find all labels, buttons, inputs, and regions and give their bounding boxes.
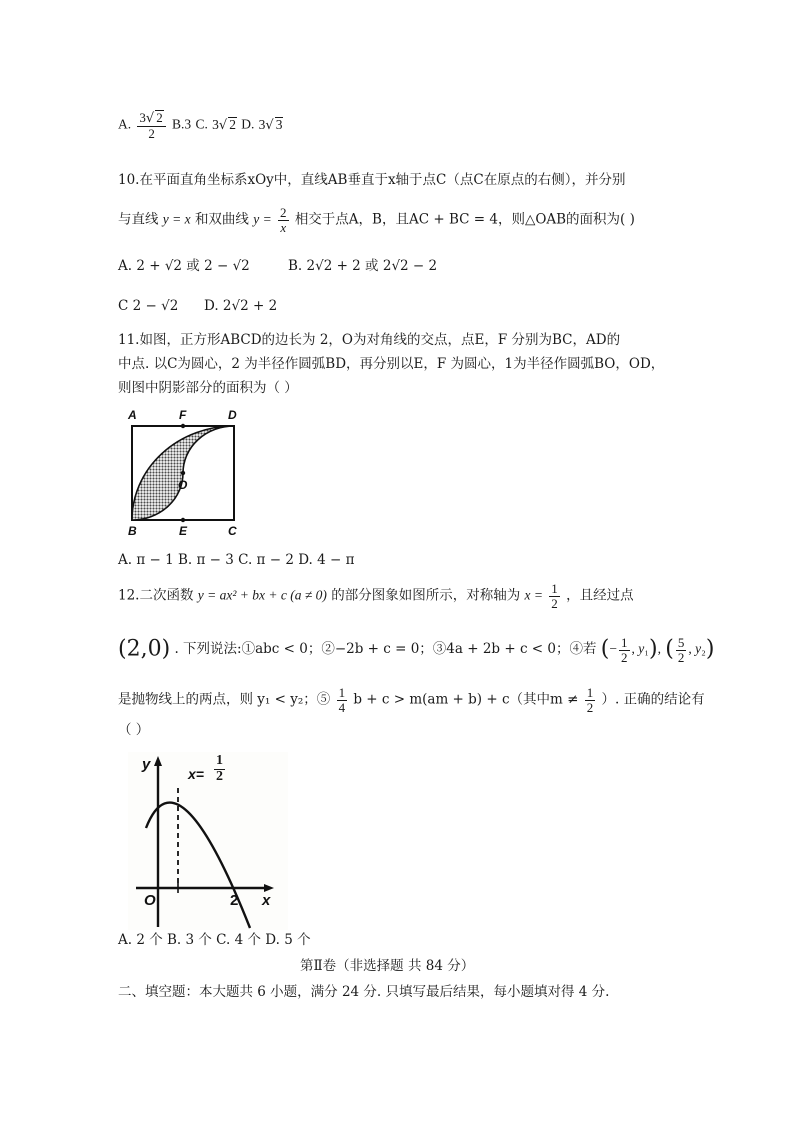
q9-option-a-prefix: A.	[118, 116, 132, 132]
q12-options: A. 2 个 B. 3 个 C. 4 个 D. 5 个	[118, 932, 311, 948]
q10-line-eq: y = x	[162, 211, 191, 227]
section-instructions: 二、填空题：本大题共 6 小题，满分 24 分. 只填写最后结果，每小题填对得 4 分.	[118, 984, 610, 1000]
q10-line2-prefix: 与直线	[118, 211, 159, 228]
point-e	[181, 518, 185, 522]
q11-line1: 11.如图，正方形ABCD的边长为 2，O为对角线的交点，点E，F 分别为BC，AD的	[118, 332, 621, 348]
label-x: x	[262, 892, 271, 909]
q12-equation: y = ax² + bx + c (a ≠ 0)	[197, 587, 327, 603]
q11-figure	[122, 408, 252, 540]
label-a: A	[128, 408, 137, 422]
label-origin: O	[144, 892, 156, 909]
q10-option-c: C 2 − √2	[118, 298, 179, 314]
q12-line1-prefix: 12.二次函数	[118, 587, 194, 604]
q10-hyperbola-eq: y =	[253, 211, 272, 227]
label-o: O	[178, 478, 188, 492]
label-y: y	[142, 756, 151, 773]
q9-option-d-prefix: D.	[241, 116, 255, 132]
label-x-eq-fraction: $\frac{1}{2}$	[216, 753, 223, 784]
label-b: B	[128, 524, 137, 538]
q10-option-a: A. 2 + √2 或 2 − √2	[118, 258, 250, 274]
q12-line3-c: ）. 正确的结论有	[601, 691, 705, 708]
label-d: D	[228, 408, 237, 422]
q12-line2	[118, 636, 714, 664]
q9-option-c-prefix: C.	[195, 116, 208, 132]
label-f: F	[179, 408, 187, 422]
q11-line3: 则图中阴影部分的面积为（ ）	[118, 380, 298, 396]
q12-axis-fraction: $\frac{1}{2}$	[551, 581, 558, 611]
q10-option-d: D. 2√2 + 2	[204, 298, 278, 314]
q9-option-c: 3√ 2	[212, 116, 236, 133]
q12-point-1: (− $\frac{1}{2}$ , y₁),	[600, 635, 661, 665]
point-f	[181, 424, 185, 428]
q12-figure	[128, 752, 288, 930]
q12-line3	[118, 686, 705, 714]
q12-point-2: ( $\frac{5}{2}$ , y₂)	[665, 635, 715, 665]
q12-quarter-fraction: $\frac{1}{4}$	[338, 685, 346, 715]
label-x-eq: x=	[188, 766, 204, 782]
q9-option-b: B.3	[172, 116, 192, 132]
q10-hyperbola-fraction: $\frac{2}{x}$	[280, 205, 287, 235]
q9-options	[118, 110, 283, 140]
q12-axis-eq: x =	[524, 587, 543, 603]
point-o	[181, 471, 185, 475]
q12-line1	[118, 582, 634, 610]
q10-line2-after: 相交于点A，B，且AC + BC = 4，则△OAB的面积为( )	[294, 211, 635, 228]
q10-line1: 10.在平面直角坐标系xOy中，直线AB垂直于x轴于点C（点C在原点的右侧），并分别	[118, 172, 626, 188]
q12-line3-b: b + c > m(am + b) + c（其中m ≠	[353, 691, 579, 708]
q12-half-fraction: $\frac{1}{2}$	[586, 685, 594, 715]
q12-line1-mid: 的部分图象如图所示，对称轴为	[331, 587, 521, 604]
q12-point: (2,0)	[118, 636, 171, 662]
q11-line2: 中点. 以C为圆心，2 为半径作圆弧BD，再分别以E，F 为圆心，1为半径作圆弧BO，OD，	[118, 356, 665, 372]
label-c: C	[228, 524, 237, 538]
label-e: E	[179, 524, 188, 538]
q9-option-a-fraction: $\frac{3√ 2}{2}$	[137, 110, 165, 140]
q11-options: A. π − 1 B. π − 3 C. π − 2 D. 4 − π	[118, 552, 355, 568]
q12-statements: . 下列说法:①abc < 0；②−2b + c = 0；③4a + 2b + c < 0；④若	[174, 641, 597, 658]
q12-line4: （ ）	[118, 722, 150, 738]
q10-option-b: B. 2√2 + 2 或 2√2 − 2	[288, 258, 438, 274]
q10-line2	[118, 206, 635, 234]
q11-figure-svg	[122, 408, 252, 540]
q12-line1-end: ，且经过点	[566, 587, 634, 604]
q9-option-d: 3√ 3	[258, 116, 283, 133]
section-title: 第Ⅱ卷（非选择题 共 84 分）	[300, 958, 475, 974]
label-two: 2	[230, 892, 239, 909]
q10-line2-mid: 和双曲线	[194, 211, 249, 228]
q12-line3-a: 是抛物线上的两点，则 y₁ < y₂；⑤	[118, 691, 331, 708]
